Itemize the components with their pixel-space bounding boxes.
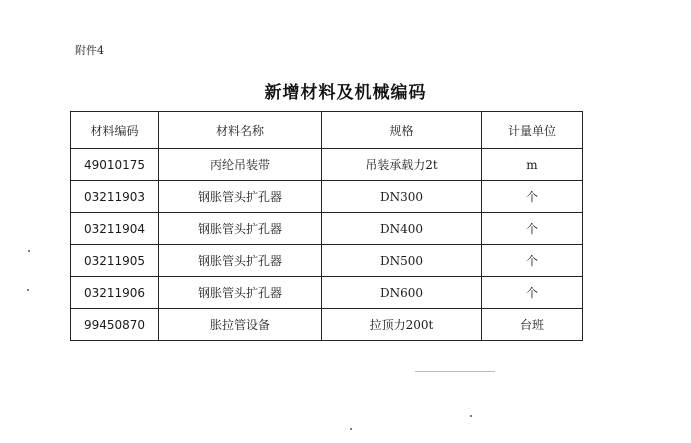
cell-unit: 个 bbox=[482, 277, 583, 309]
cell-code: 03211903 bbox=[71, 181, 159, 213]
header-specification: 规格 bbox=[322, 112, 482, 149]
cell-spec: DN600 bbox=[322, 277, 482, 309]
scan-speck bbox=[470, 415, 472, 417]
cell-unit: 个 bbox=[482, 245, 583, 277]
table-row bbox=[71, 277, 583, 309]
header-material-code: 材料编码 bbox=[71, 112, 159, 149]
table-row bbox=[71, 309, 583, 341]
cell-spec: 拉顶力200t bbox=[322, 309, 482, 341]
document-title: 新增材料及机械编码 bbox=[264, 83, 427, 103]
cell-name: 钢胀管头扩孔器 bbox=[159, 245, 322, 277]
table-header-row bbox=[71, 112, 583, 149]
scan-speck bbox=[27, 289, 29, 291]
attachment-label: 附件4 bbox=[75, 44, 104, 57]
cell-spec: 吊装承载力2t bbox=[322, 149, 482, 181]
cell-unit: 个 bbox=[482, 213, 583, 245]
cell-unit: 台班 bbox=[482, 309, 583, 341]
cell-code: 99450870 bbox=[71, 309, 159, 341]
cell-name: 胀拉管设备 bbox=[159, 309, 322, 341]
table-row bbox=[71, 245, 583, 277]
header-unit: 计量单位 bbox=[482, 112, 583, 149]
cell-name: 钢胀管头扩孔器 bbox=[159, 181, 322, 213]
table-row bbox=[71, 213, 583, 245]
cell-name: 钢胀管头扩孔器 bbox=[159, 277, 322, 309]
cell-unit: 个 bbox=[482, 181, 583, 213]
cell-code: 03211905 bbox=[71, 245, 159, 277]
cell-spec: DN300 bbox=[322, 181, 482, 213]
materials-table bbox=[70, 111, 583, 341]
cell-code: 03211904 bbox=[71, 213, 159, 245]
cell-name: 钢胀管头扩孔器 bbox=[159, 213, 322, 245]
table-row bbox=[71, 181, 583, 213]
cell-name: 丙纶吊装带 bbox=[159, 149, 322, 181]
cell-code: 03211906 bbox=[71, 277, 159, 309]
scan-speck bbox=[350, 428, 352, 430]
header-material-name: 材料名称 bbox=[159, 112, 322, 149]
cell-spec: DN400 bbox=[322, 213, 482, 245]
scan-speck bbox=[28, 250, 30, 252]
cell-spec: DN500 bbox=[322, 245, 482, 277]
table-row bbox=[71, 149, 583, 181]
scan-smudge bbox=[415, 371, 495, 372]
cell-unit: m bbox=[482, 149, 583, 181]
cell-code: 49010175 bbox=[71, 149, 159, 181]
